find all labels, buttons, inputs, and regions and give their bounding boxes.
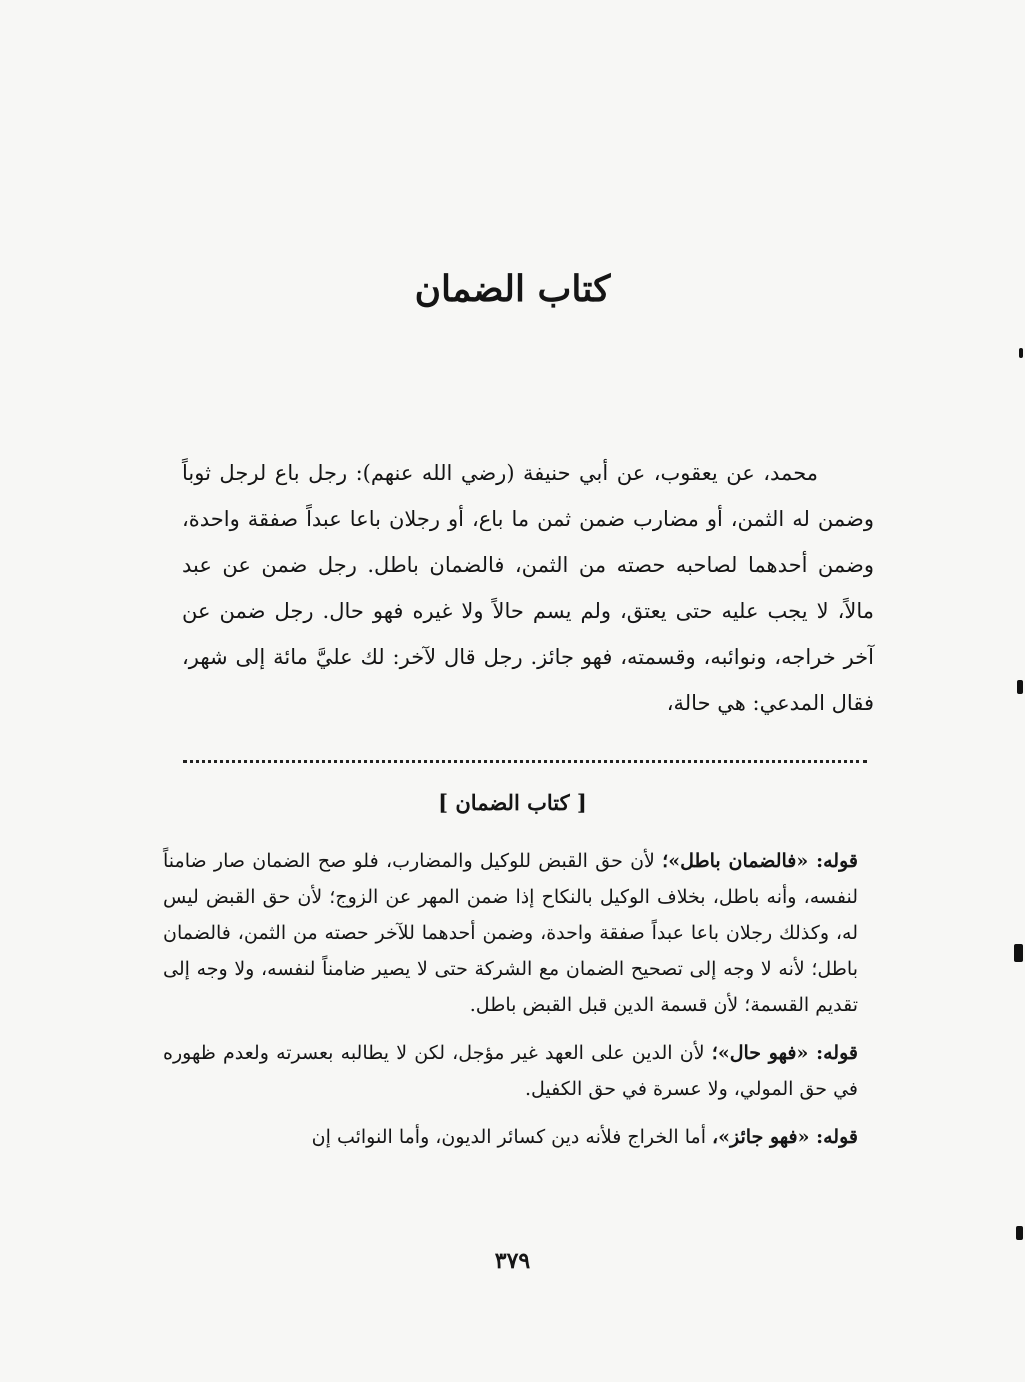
main-text — [182, 450, 874, 726]
commentary-title: [ كتاب الضمان ] — [438, 790, 587, 815]
commentary — [163, 843, 858, 1155]
commentary-label: قوله: «فالضمان باطل»؛ — [662, 850, 858, 872]
commentary-label: قوله: «فهو حال»؛ — [711, 1042, 858, 1064]
page-number: ٣٧٩ — [494, 1248, 531, 1274]
commentary-paragraph-3 — [163, 1119, 858, 1155]
chapter-title: كتاب الضمان — [414, 268, 611, 310]
commentary-text: لأن الدين على العهد غير مؤجل، لكن لا يطالبه بعسرته ولعدم ظهوره في حق المولي، ولا عسرة في حق الكفيل. — [163, 1042, 858, 1100]
scan-edge-mark — [1014, 944, 1023, 962]
scan-edge-mark — [1016, 1226, 1023, 1240]
commentary-text: لأن حق القبض للوكيل والمضارب، فلو صح الضمان صار ضامناً لنفسه، وأنه باطل، بخلاف الوكيل بالنكاح إذا ضمن المهر عن الزوج؛ لأن حق القبض ليس له، وكذلك رجلان باعا عبداً صفقة واحدة، وضمن أحدهما للآخر حصته من الثمن، فالضمان باطل؛ لأنه لا وجه إلى تصحيح الضمان مع الشركة حتى لا يصير ضامناً لنفسه، ولا وجه إلى تقديم القسمة؛ لأن قسمة الدين قبل القبض باطل. — [163, 850, 858, 1016]
scan-edge-mark — [1019, 348, 1023, 358]
commentary-paragraph-1 — [163, 843, 858, 1023]
main-text-paragraph: محمد، عن يعقوب، عن أبي حنيفة (رضي الله عنهم): رجل باع لرجل ثوباً وضمن له الثمن، أو مضارب ضمن ثمن ما باع، أو رجلان باعا عبداً صفقة واحدة، وضمن أحدهما لصاحبه حصته من الثمن، فالضمان باطل. رجل ضمن عن عبد مالاً، لا يجب عليه حتى يعتق، ولم يسم حالاً ولا غيره فهو حال. رجل ضمن عن آخر خراجه، ونوائبه، وقسمته، فهو جائز. رجل قال لآخر: لك عليَّ مائة إلى شهر، فقال المدعي: هي حالة، — [182, 461, 874, 715]
scan-edge-mark — [1017, 680, 1023, 694]
dotted-divider — [183, 760, 867, 763]
commentary-paragraph-2 — [163, 1035, 858, 1107]
commentary-text: أما الخراج فلأنه دين كسائر الديون، وأما النوائب إن — [311, 1126, 706, 1148]
commentary-label: قوله: «فهو جائز»، — [712, 1126, 858, 1148]
